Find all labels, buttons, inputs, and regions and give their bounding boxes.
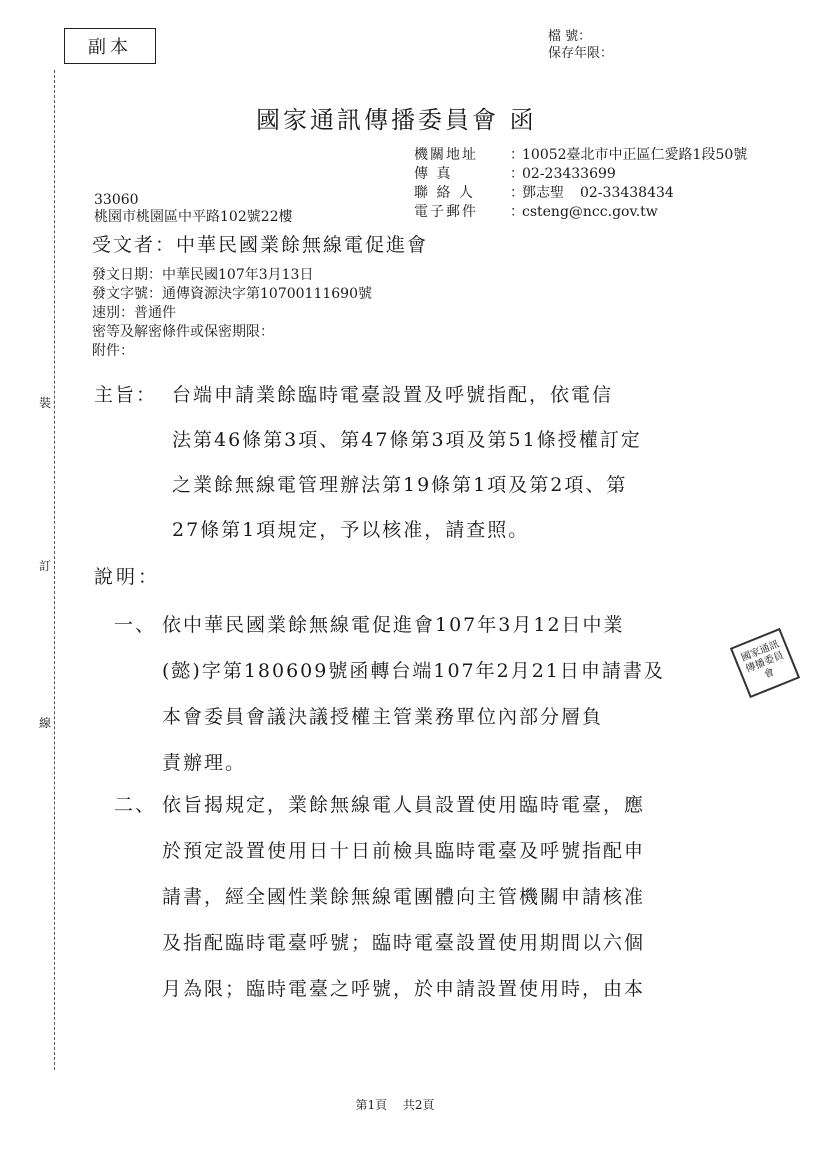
- contact-value: 鄧志聖: [522, 185, 564, 201]
- contact-label: 電子郵件: [414, 204, 478, 220]
- item-line: 月為限；臨時電臺之呼號，於申請設置使用時，由本: [162, 978, 646, 1000]
- contact-label: 機關地址: [414, 147, 478, 163]
- contact-address-row: 機關地址 ： 10052臺北市中正區仁愛路1段50號: [414, 147, 748, 163]
- item-number: 二、: [114, 794, 157, 816]
- binding-char: 裝: [39, 392, 51, 413]
- item-line: 及指配臨時電臺呼號；臨時電臺設置使用期間以六個: [162, 932, 646, 954]
- file-info: [548, 28, 613, 62]
- item-line: 責辦理。: [162, 752, 247, 774]
- contact-phone: 02-33438434: [580, 185, 674, 201]
- item-line: 請書，經全國性業餘無線電團體向主管機關申請核准: [162, 886, 646, 908]
- page-footer: [0, 1096, 790, 1113]
- subject-line: 之業餘無線電管理辦法第19條第1項及第2項、第: [172, 474, 628, 496]
- street-address: 桃園市桃園區中平路102號22樓: [94, 209, 293, 225]
- security: 密等及解密條件或保密期限：: [92, 324, 274, 340]
- explanation-label: 說明：: [94, 566, 161, 588]
- receiver: 受文者：中華民國業餘無線電促進會: [92, 234, 429, 256]
- contact-email-row: 電子郵件 ： csteng@ncc.gov.tw: [414, 204, 658, 220]
- page-number: 第1頁: [355, 1098, 388, 1112]
- file-number-label: 檔 號：: [548, 29, 592, 44]
- item-line: 於預定設置使用日十日前檢具臨時電臺及呼號指配申: [162, 840, 646, 862]
- page-title: 國家通訊傳播委員會 函: [256, 106, 537, 134]
- binding-char: 訂: [39, 555, 51, 576]
- contact-value: csteng@ncc.gov.tw: [522, 204, 658, 220]
- seal-text: 國家通訊傳播委員會: [739, 638, 786, 681]
- speed: 速別：普通件: [92, 305, 176, 321]
- item-number: 一、: [114, 614, 157, 636]
- contact-label: 傳 真: [414, 166, 453, 182]
- subject-line: 台端申請業餘臨時電臺設置及呼號指配，依電信: [172, 384, 614, 406]
- issue-number: 發文字號：通傳資源決字第10700111690號: [92, 286, 372, 302]
- contact-block: [414, 146, 747, 222]
- subject-line: 27條第1項規定，予以核准，請查照。: [172, 519, 530, 541]
- contact-person-row: 聯 絡 人 ： 鄧志聖 02-33438434: [414, 185, 674, 201]
- contact-fax-row: 傳 真 ： 02-23433699: [414, 166, 616, 182]
- item-line: 依中華民國業餘無線電促進會107年3月12日中業: [162, 614, 625, 636]
- contact-label: 聯 絡 人: [414, 185, 475, 201]
- meta-block: [92, 266, 372, 361]
- item-line: 本會委員會議決議授權主管業務單位內部分層負: [162, 706, 604, 728]
- issue-date: 發文日期：中華民國107年3月13日: [92, 267, 314, 283]
- binding-char: 線: [39, 712, 51, 733]
- recipient-address: [94, 192, 293, 226]
- postal-code: 33060: [94, 192, 139, 208]
- seal-stamp: [730, 628, 800, 698]
- retention-label: 保存年限：: [548, 46, 614, 61]
- copy-stamp: 副本: [64, 28, 156, 64]
- page-total: 共2頁: [402, 1098, 435, 1112]
- binding-line: [54, 70, 55, 1070]
- contact-value: 02-23433699: [522, 166, 616, 182]
- item-line: 依旨揭規定，業餘無線電人員設置使用臨時電臺，應: [162, 794, 646, 816]
- subject-label: 主旨：: [94, 384, 158, 406]
- item-line: (懿)字第180609號函轉台端107年2月21日申請書及: [162, 660, 665, 682]
- subject-line: 法第46條第3項、第47條第3項及第51條授權訂定: [172, 429, 642, 451]
- attachment: 附件：: [92, 343, 134, 359]
- contact-value: 10052臺北市中正區仁愛路1段50號: [522, 147, 748, 163]
